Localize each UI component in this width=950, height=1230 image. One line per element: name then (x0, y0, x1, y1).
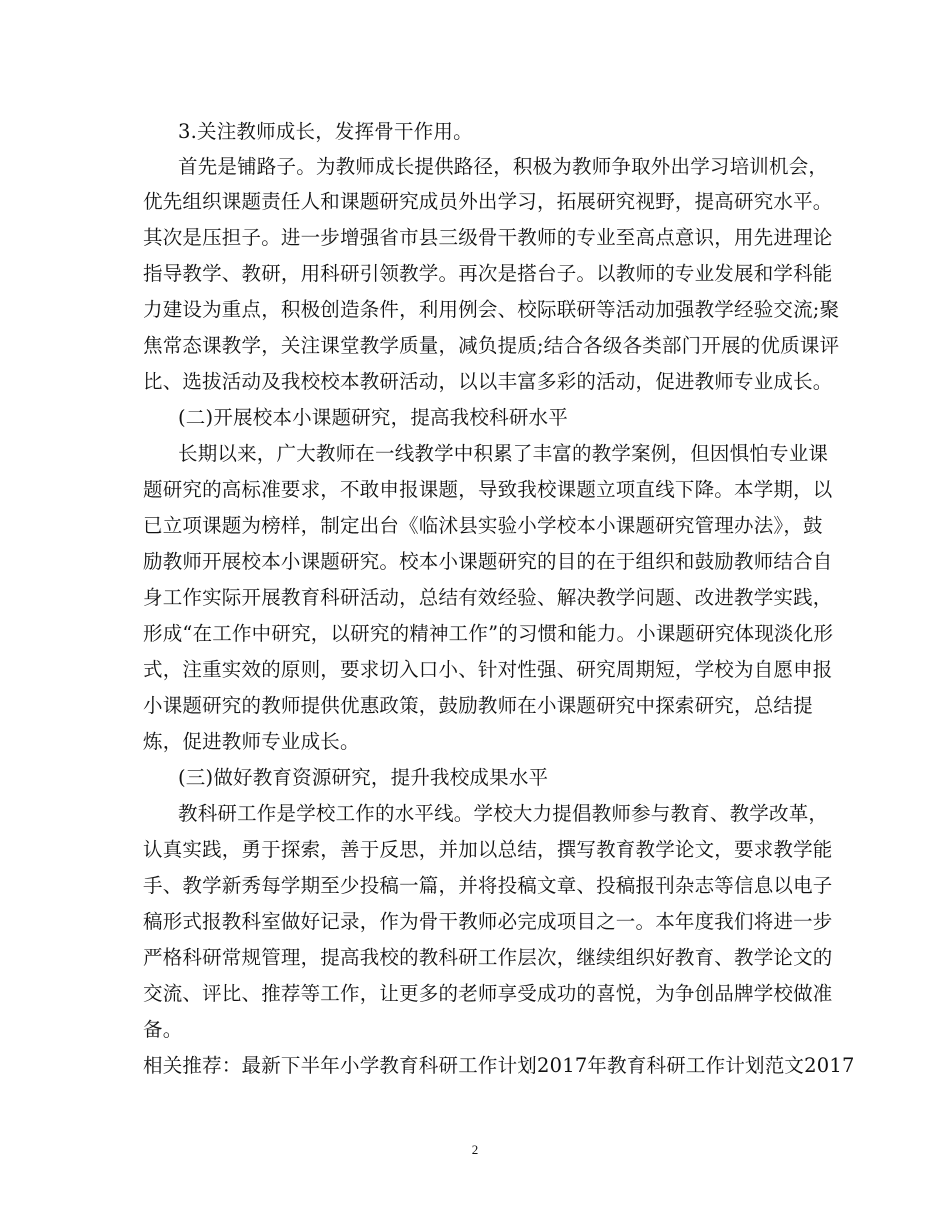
text-line: 稿形式报教科室做好记录，作为骨干教师必完成项目之一。本年度我们将进一步 (143, 910, 833, 933)
text-line: 已立项课题为榜样，制定出台《临沭县实验小学校本小课题研究管理办法》，鼓 (143, 514, 823, 537)
text-line: 励教师开展校本小课题研究。校本小课题研究的目的在于组织和鼓励教师结合自 (143, 550, 833, 573)
text-line: 身工作实际开展教育科研活动，总结有效经验、解决教学问题、改进教学实践， (143, 586, 833, 609)
text-line: 备。 (143, 1018, 183, 1041)
text-line: 认真实践，勇于探索，善于反思，并加以总结，撰写教育教学论文，要求教学能 (143, 838, 833, 861)
text-line: 炼，促进教师专业成长。 (143, 730, 360, 753)
text-line: 题研究的高标准要求，不敢申报课题，导致我校课题立项直线下降。本学期，以 (143, 478, 833, 501)
text-line: 式，注重实效的原则，要求切入口小、针对性强、研究周期短，学校为自愿申报 (143, 658, 833, 681)
section-heading: (二)开展校本小课题研究，提高我校科研水平 (178, 406, 568, 429)
text-line: 小课题研究的教师提供优惠政策，鼓励教师在小课题研究中探索研究，总结提 (143, 694, 813, 717)
text-line: 长期以来，广大教师在一线教学中积累了丰富的教学案例，但因惧怕专业课 (178, 442, 829, 465)
text-line: 比、选拔活动及我校校本教研活动，以以丰富多彩的活动，促进教师专业成长。 (143, 370, 833, 393)
page-number: 2 (471, 1142, 479, 1157)
text-line: 力建设为重点，积极创造条件，利用例会、校际联研等活动加强教学经验交流;聚 (143, 298, 840, 321)
text-line: 手、教学新秀每学期至少投稿一篇，并将投稿文章、投稿报刊杂志等信息以电子 (143, 874, 833, 897)
text-line: 指导教学、教研，用科研引领教学。再次是搭台子。以教师的专业发展和学科能 (143, 262, 833, 285)
text-line: 优先组织课题责任人和课题研究成员外出学习，拓展研究视野，提高研究水平。 (143, 190, 833, 213)
text-line: 首先是铺路子。为教师成长提供路径，积极为教师争取外出学习培训机会， (178, 155, 829, 178)
text-line: 交流、评比、推荐等工作，让更多的老师享受成功的喜悦，为争创品牌学校做准 (143, 982, 833, 1005)
text-line: 焦常态课教学，关注课堂教学质量，减负提质;结合各级各类部门开展的优质课评 (143, 334, 840, 357)
related-recommendation: 相关推荐：最新下半年小学教育科研工作计划2017年教育科研工作计划范文2017 (143, 1054, 855, 1077)
text-line: 3.关注教师成长，发挥骨干作用。 (178, 120, 473, 143)
text-line: 形成“在工作中研究，以研究的精神工作”的习惯和能力。小课题研究体现淡化形 (143, 622, 834, 645)
text-line: 严格科研常规管理，提高我校的教科研工作层次，继续组织好教育、教学论文的 (143, 946, 833, 969)
text-line: 其次是压担子。进一步增强省市县三级骨干教师的专业至高点意识，用先进理论 (143, 226, 833, 249)
text-line: 教科研工作是学校工作的水平线。学校大力提倡教师参与教育、教学改革， (178, 802, 829, 825)
section-heading: (三)做好教育资源研究，提升我校成果水平 (178, 766, 549, 789)
